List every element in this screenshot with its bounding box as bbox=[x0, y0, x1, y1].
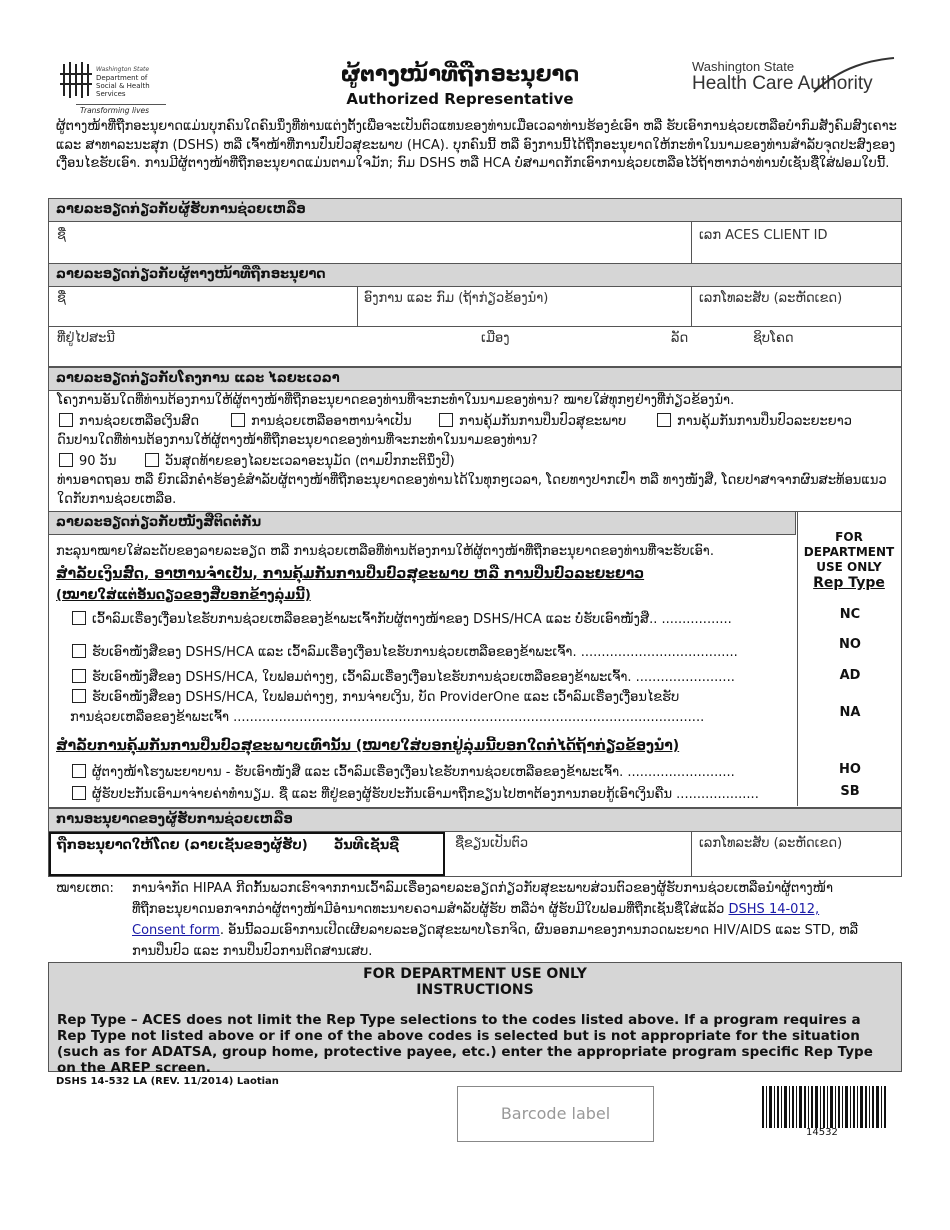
page-title-lao: ຜູ້ຕາງໜ້າທີ່ຖືກອະນຸຍາດ bbox=[340, 62, 580, 86]
rep-org-label: ອົງການ ແລະ ກົມ (ຖ້າກ່ຽວຂ້ອງນໍາ) bbox=[364, 291, 549, 306]
group1-subtitle: (ໝາຍໃສ່ແຕ່ອັນດຽວຂອງສີ່ບອກຂ້າງລຸ່ມນີ້) bbox=[56, 588, 311, 603]
dshs-emblem-icon bbox=[58, 60, 94, 100]
section-client-heading: ລາຍລະອຽດກ່ຽວກັບຜູ້ຮັບການຊ່ວຍເຫລືອ bbox=[48, 198, 902, 222]
note-label: ໝາຍເຫດ: bbox=[56, 881, 114, 896]
option-label: ຜູ້ຕາງໜ້າໂຮງພະຍາບານ - ຮັບເອົາໜັງສື ແລະ ເວົ້າລົມເຣື່ອງເງື່ອນໄຂຮັບການຊ່ວຍເຫລືອຂອງຂ້າພະເຈົ້າ. .......................... bbox=[92, 765, 735, 780]
rep-phone-label: ເລກໂທລະສັບ (ລະຫັດເຂດ) bbox=[699, 291, 843, 306]
option-label: ເວົ້າລົມເຣື່ອງເງື່ອນໄຂຮັບການຊ່ວຍເຫລືອຂອງຂ້າພະເຈົ້າກັບຜູ້ຕາງໜ້າຂອງ DSHS/HCA ແລະ ບໍ່ຮັບເອົາໜັງສື.. ................. bbox=[92, 612, 732, 627]
rights-option-na-cont: ການຊ່ວຍເຫລືອຂອງຂ້າພະເຈົ້າ .................................................................................................................. bbox=[70, 710, 705, 725]
date-signed-label: ວັນທີເຊັນຊື່ bbox=[334, 838, 399, 853]
note-text-3 bbox=[132, 923, 858, 938]
hca-state: Washington State bbox=[692, 59, 795, 74]
dshs-logo bbox=[58, 60, 168, 115]
programs-question-2: ດົນປານໃດທີ່ທ່ານຕ້ອງການໃຫ້ຜູ້ຕາງໜ້າທີ່ຖືກອະນຸຍາດຂອງທ່ານທີ່ຈະກະທໍາໃນນາມຂອງທ່ານ? bbox=[57, 433, 538, 448]
checkbox[interactable] bbox=[72, 611, 86, 625]
code-ho: HO bbox=[839, 762, 861, 777]
rep-state-label: ລັດ bbox=[671, 331, 689, 346]
option-label: ການຊ່ວຍເຫລືອເງິນສົດ bbox=[79, 414, 200, 429]
option-label: ຮັບເອົາໜັງສືຂອງ DSHS/HCA, ໃບຟອມຕ່າງໆ, ເວົ້າລົມເຣື່ອງເງື່ອນໄຂຮັບການຊ່ວຍເຫລືອຂອງຂ້າພະເຈົ້າ. ........................ bbox=[92, 670, 735, 685]
checkbox[interactable] bbox=[72, 669, 86, 683]
rights-option-sb[interactable] bbox=[72, 786, 759, 802]
aces-id-label: ເລກ ACES CLIENT ID bbox=[699, 228, 828, 243]
code-ad: AD bbox=[839, 668, 861, 683]
checkbox[interactable] bbox=[72, 764, 86, 778]
option-label: ຮັບເອົາໜັງສືຂອງ DSHS/HCA ແລະ ເວົ້າລົມເຣື່ອງເງື່ອນໄຂຮັບການຊ່ວຍເຫລືອຂອງຂ້າພະເຈົ້າ. ...................................... bbox=[92, 645, 738, 660]
dept-use-heading: FOR DEPARTMENT USE ONLY bbox=[803, 530, 895, 574]
note-text-1: ການຈໍາກັດ HIPAA ກີດກັ້ນພວກເຮົາຈາກການເວົ້າລົມເຣື່ອງລາຍລະອຽດກ່ຽວກັບສຸຂະພາບສ່ວນຕົວຂອງຜູ້ຮັບການຊ່ວຍເຫລືອນໍາຜູ້ຕາງໜ້າ bbox=[132, 881, 833, 896]
dshs-state: Washington State bbox=[96, 66, 150, 73]
rep-name-label: ຊື່ bbox=[57, 291, 66, 306]
code-nc: NC bbox=[839, 607, 861, 622]
instructions-body: Rep Type – ACES does not limit the Rep Type selections to the codes listed above. If a program requires a Rep Type not listed above or if one of the above codes is selected but is not appropriate for the situation (such as for ADATSA, group home, protective payee, etc.) enter the appropriate program specific Rep Type on the AREP screen. bbox=[57, 1012, 873, 1076]
rights-option-ad[interactable] bbox=[72, 669, 735, 685]
group1-title: ສໍາລັບເງິນສົດ, ອາຫານຈໍາເປັນ, ການຄຸ້ມກັນການປິ່ນປົວສຸຂະພາບ ຫລື ການປິ່ນປົວລະຍະຍາວ bbox=[56, 566, 645, 582]
rights-option-no[interactable] bbox=[72, 644, 738, 660]
client-row bbox=[48, 221, 902, 264]
consent-form-link-2[interactable]: Consent form bbox=[132, 923, 220, 938]
option-label: ຮັບເອົາໜັງສືຂອງ DSHS/HCA, ໃບຟອມຕ່າງໆ, ການຈ່າຍເງິນ, ບັດ ProviderOne ແລະ ເວົ້າລົມເຣື່ອງເງື່ອນໄຂຮັບ bbox=[92, 690, 680, 705]
checkbox[interactable] bbox=[59, 413, 73, 427]
client-name-label: ຊື່ bbox=[57, 228, 66, 243]
signature-row bbox=[48, 831, 902, 877]
section-rep-heading: ລາຍລະອຽດກ່ຽວກັບຜູ້ຕາງໜ້າທີ່ຖືກອະນຸຍາດ bbox=[48, 263, 902, 287]
checkbox[interactable] bbox=[59, 453, 73, 467]
section-signature-heading: ການອະນຸຍາດຂອງຜູ້ຮັບການຊ່ວຍເຫລືອ bbox=[48, 808, 902, 832]
instructions-title-1: FOR DEPARTMENT USE ONLY bbox=[363, 966, 587, 982]
hca-logo bbox=[692, 60, 902, 100]
rep-type-heading: Rep Type bbox=[813, 575, 885, 591]
program-option-cash[interactable] bbox=[59, 413, 199, 429]
barcode-icon bbox=[762, 1086, 888, 1128]
option-label: ການຄຸ້ມກັນການປິ່ນປົວລະຍະຍາວ bbox=[677, 414, 852, 429]
programs-note: ທ່ານອາດຖອນ ຫລື ຍົກເລີກຄໍາຮ້ອງຂໍສໍາລັບຜູ້ຕາງໜ້າທີ່ຖືກອະນຸຍາດຂອງທ່ານໄດ້ໃນທຸກໆເວລາ, ໂດຍທາງປາກເປົ່າ ຫລື ທາງໜັງສື, ໂດຍປາສາຈາກຜົນສະທ້ອນແນວໃດກັບການຊ່ວຍເຫລືອ. bbox=[57, 473, 887, 507]
checkbox[interactable] bbox=[657, 413, 671, 427]
barcode-label-box bbox=[457, 1086, 654, 1142]
option-label: ການຄຸ້ມກັນການປິ່ນປົວສຸຂະພາບ bbox=[459, 414, 627, 429]
hca-swoosh-icon bbox=[812, 56, 896, 96]
rights-option-na[interactable] bbox=[72, 689, 679, 705]
programs-box bbox=[48, 390, 902, 512]
option-label: ວັນສຸດທ້າຍຂອງໄລຍະເວລາອະນຸມັດ (ຕາມປົກກະຕິນຶ່ງປີ) bbox=[165, 454, 455, 469]
checkbox[interactable] bbox=[72, 786, 86, 800]
checkbox[interactable] bbox=[231, 413, 245, 427]
rights-option-nc[interactable] bbox=[72, 611, 732, 627]
checkbox[interactable] bbox=[145, 453, 159, 467]
page-title-en: Authorized Representative bbox=[346, 90, 574, 108]
dshs-tagline: Transforming lives bbox=[80, 106, 150, 115]
option-label: 90 ວັນ bbox=[79, 454, 117, 469]
section-programs-heading: ລາຍລະອຽດກ່ຽວກັບໂຄງການ ແລະ ໄລຍະເວລາ bbox=[48, 367, 902, 391]
form-id: DSHS 14-532 LA (REV. 11/2014) Laotian bbox=[56, 1076, 279, 1087]
printed-name-label: ຊື່ຂຽນເປັນຕົວ bbox=[455, 836, 529, 851]
option-label: ການຊ່ວຍເຫລືອອາຫານຈໍາເປັນ bbox=[251, 414, 412, 429]
rights-option-ho[interactable] bbox=[72, 764, 735, 780]
note-text-2a: ທີ່ຖືກອະນຸຍາດນອກຈາກວ່າຜູ້ຕາງໜ້າມີອໍານາດທະນາຍຄວາມສໍາລັບຜູ້ຮັບ ຫລືວ່າ ຜູ້ຮັບມີໃບຟອມທີ່ຖືກເຊັນຊື່ໃສ່ແລ້ວ bbox=[132, 902, 725, 917]
signature-phone-label: ເລກໂທລະສັບ (ລະຫັດເຂດ) bbox=[699, 836, 843, 851]
checkbox[interactable] bbox=[439, 413, 453, 427]
signed-by-label: ຖືກອະນຸຍາດໃຫ້ໂດຍ (ລາຍເຊັນຂອງຜູ້ຮັບ) bbox=[57, 838, 308, 853]
code-sb: SB bbox=[840, 784, 860, 799]
duration-end-of-period[interactable] bbox=[145, 453, 455, 469]
checkbox[interactable] bbox=[72, 644, 86, 658]
rep-row-1 bbox=[48, 286, 902, 327]
barcode-number: 14532 bbox=[806, 1127, 838, 1138]
section-rights-heading: ລາຍລະອຽດກ່ຽວກັບໜັງສືຕິດຕໍ່ກັນ bbox=[48, 511, 796, 535]
rep-city-label: ເມືອງ bbox=[481, 331, 510, 346]
group2-title: ສໍາລັບການຄຸ້ມກັນການປິ່ນປົວສຸຂະພາບເທົ່ານັ້ນ (ໝາຍໃສ່ບອກຢູ່ລຸ່ມນີ້ບອກໃດກໍ່ໄດ້ຖ້າກ່ຽວຂ້ອງນໍາ) bbox=[56, 738, 680, 754]
dshs-dept: Department of Social & Health Services bbox=[96, 74, 150, 98]
hca-name: Health Care Authority bbox=[692, 73, 873, 94]
barcode-label-text: Barcode label bbox=[500, 1104, 611, 1123]
intro-text: ຜູ້ຕາງໜ້າທີ່ຖືກອະນຸຍາດແມ່ນບຸກຄົນໃດຄົນນຶ່ງທີ່ທ່ານແຕ່ງຕັ້ງເພື່ອຈະເປັນຕົວແທນຂອງທ່ານເມື່ອເວລາທ່ານຮ້ອງຂໍເອົາ ຫລື ຮັບເອົາການຊ່ວຍເຫລືອບໍາກົມສັງຄົມສົງເຄາະ ແລະ ສາທາລະນະສຸກ (DSHS) ຫລື ເຈົ້າໜ້າທີ່ການປົ່ນປົວສຸຂະພາບ (HCA). ບຸກຄົນນີ້ ຫລື ອົງການນີ້ໄດ້ຖືກອະນຸຍາດໃຫ້ກະທໍາໃນນາມຂອງທ່ານສໍາລັບຈຸດປະສົງຂອງເງື່ອນໄຂຮັບເອົາ. ການມີຜູ້ຕາງໜ້າທີ່ຖືກອະນຸຍາດແມ່ນຕາມໃຈມັກ; ກົມ DSHS ຫລື HCA ບໍ່ສາມາດກັກເອົາການຊ່ວຍເຫລືອໄວ້ຖ້າຫາກວ່າທ່ານບໍ່ເຊັນຊື່ໃສ່ຟອມໃບນີ້. bbox=[56, 119, 897, 171]
rep-address-label: ທີ່ຢູ່ໄປສະນີ bbox=[57, 331, 115, 346]
note-text-2 bbox=[132, 902, 819, 917]
duration-90-days[interactable] bbox=[59, 453, 116, 469]
note-text-3a: . ອັນນີ້ລວມເອົາການເປີດເຜີຍລາຍລະອຽດສຸຂະພາບໂຣກຈິດ, ຜົນອອກມາຂອງການກວດພະຍາດ HIV/AIDS ແລະ STD, ຫລື bbox=[219, 923, 859, 938]
program-option-ltc[interactable] bbox=[657, 413, 852, 429]
checkbox[interactable] bbox=[72, 689, 86, 703]
programs-question-1: ໂຄງການອັນໃດທີ່ທ່ານຕ້ອງການໃຫ້ຜູ້ຕາງໜ້າທີ່ຖືກອະນຸຍາດຂອງທ່ານທີ່ຈະກະທໍາໃນນາມຂອງທ່ານ? ໝາຍໃສ່ທຸກໆຢ່າງທີ່ກ່ຽວຂ້ອງນໍາ. bbox=[57, 393, 735, 408]
instructions-title-2: INSTRUCTIONS bbox=[416, 982, 534, 998]
instructions-box bbox=[48, 962, 902, 1076]
code-no: NO bbox=[839, 637, 861, 652]
option-label: ຜູ້ຮັບປະກັນເອົາມາຈ່າຍຄ່າທໍານຽມ. ຊື່ ແລະ ທີ່ຢູ່ຂອງຜູ້ຮັບປະກັນເອົາມາຖືກຂຽນໄປຫາຕ້ອງການກອບກູ້ເອົາເງິນຄືນ .................... bbox=[92, 787, 759, 802]
rep-zip-label: ຊິບໂຄດ bbox=[753, 331, 794, 346]
rep-row-2 bbox=[48, 326, 902, 367]
program-option-medical[interactable] bbox=[439, 413, 626, 429]
note-text-4: ການປິ່ນປົວ ແລະ ການປິ່ນປົວການຕິດສານເສບ. bbox=[132, 944, 373, 959]
program-option-food[interactable] bbox=[231, 413, 412, 429]
rights-instruction: ກະລຸນາໝາຍໃສ່ລະດັບຂອງລາຍລະອຽດ ຫລື ການຊ່ວຍເຫລືອທີ່ທ່ານຕ້ອງການໃຫ້ຜູ້ຕາງໜ້າທີ່ຖືກອະນຸຍາດຂອງທ່ານທີ່ຈະຮັບເອົາ. bbox=[56, 544, 714, 559]
code-na: NA bbox=[839, 705, 861, 720]
consent-form-link[interactable]: DSHS 14-012, bbox=[728, 902, 820, 917]
